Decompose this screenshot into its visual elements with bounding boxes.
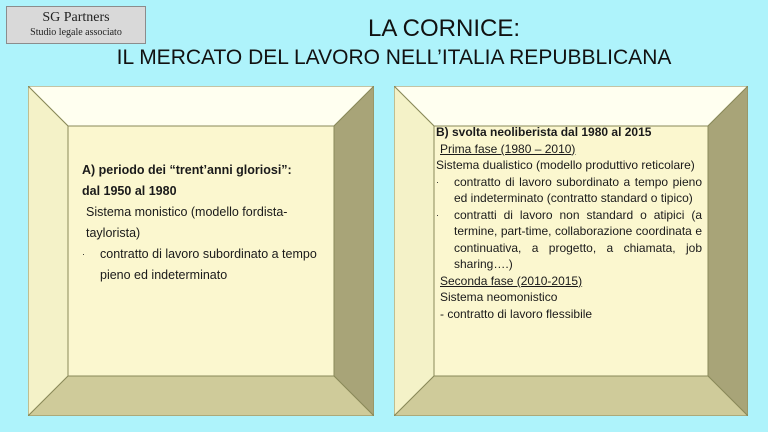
logo-name: SG Partners (42, 10, 110, 25)
bullet-dot: · (436, 176, 439, 187)
right-heading: B) svolta neoliberista dal 1980 al 2015 (436, 125, 652, 139)
left-panel-content (82, 160, 322, 286)
left-bullet-text: contratto di lavoro subordinato a tempo pieno ed indeterminato (100, 247, 317, 282)
right-bullet-1 (436, 174, 702, 207)
left-heading-line-2: dal 1950 al 1980 (82, 184, 177, 198)
logo-subtitle: Studio legale associato (30, 27, 122, 38)
right-bullet-1-text: contratto di lavoro subordinato a tempo pieno ed indeterminato (contratto standard o tipico) (454, 174, 702, 205)
phase1-title: Prima fase (1980 – 2010) (440, 141, 576, 156)
phase2-title: Seconda fase (2010-2015) (440, 273, 583, 288)
left-system: Sistema monistico (modello fordista-taylorista) (86, 205, 288, 240)
right-bullet-2 (436, 207, 702, 273)
left-panel (28, 86, 374, 416)
right-panel (394, 86, 748, 416)
phase1-system: Sistema dualistico (modello produttivo reticolare) (436, 158, 695, 172)
title-line-2: IL MERCATO DEL LAVORO NELL’ITALIA REPUBBLICANA (116, 46, 672, 69)
right-bullet-2-text: contratti di lavoro non standard o atipici (a termine, part-time, collaborazione coordinata e continuativa, a progetto, a chiamata, job sharing….) (454, 207, 702, 271)
phase2-item: - contratto di lavoro flessibile (440, 306, 593, 321)
right-panel-content (436, 124, 702, 322)
page-title (0, 14, 768, 72)
bullet-dot: · (436, 209, 439, 220)
title-line-1: LA CORNICE: (367, 15, 521, 42)
left-heading-line-1: A) periodo dei “trent’anni gloriosi”: (82, 163, 292, 177)
phase2-system: Sistema neomonistico (440, 290, 558, 304)
bullet-dot: · (82, 249, 85, 259)
left-bullet (82, 244, 322, 286)
